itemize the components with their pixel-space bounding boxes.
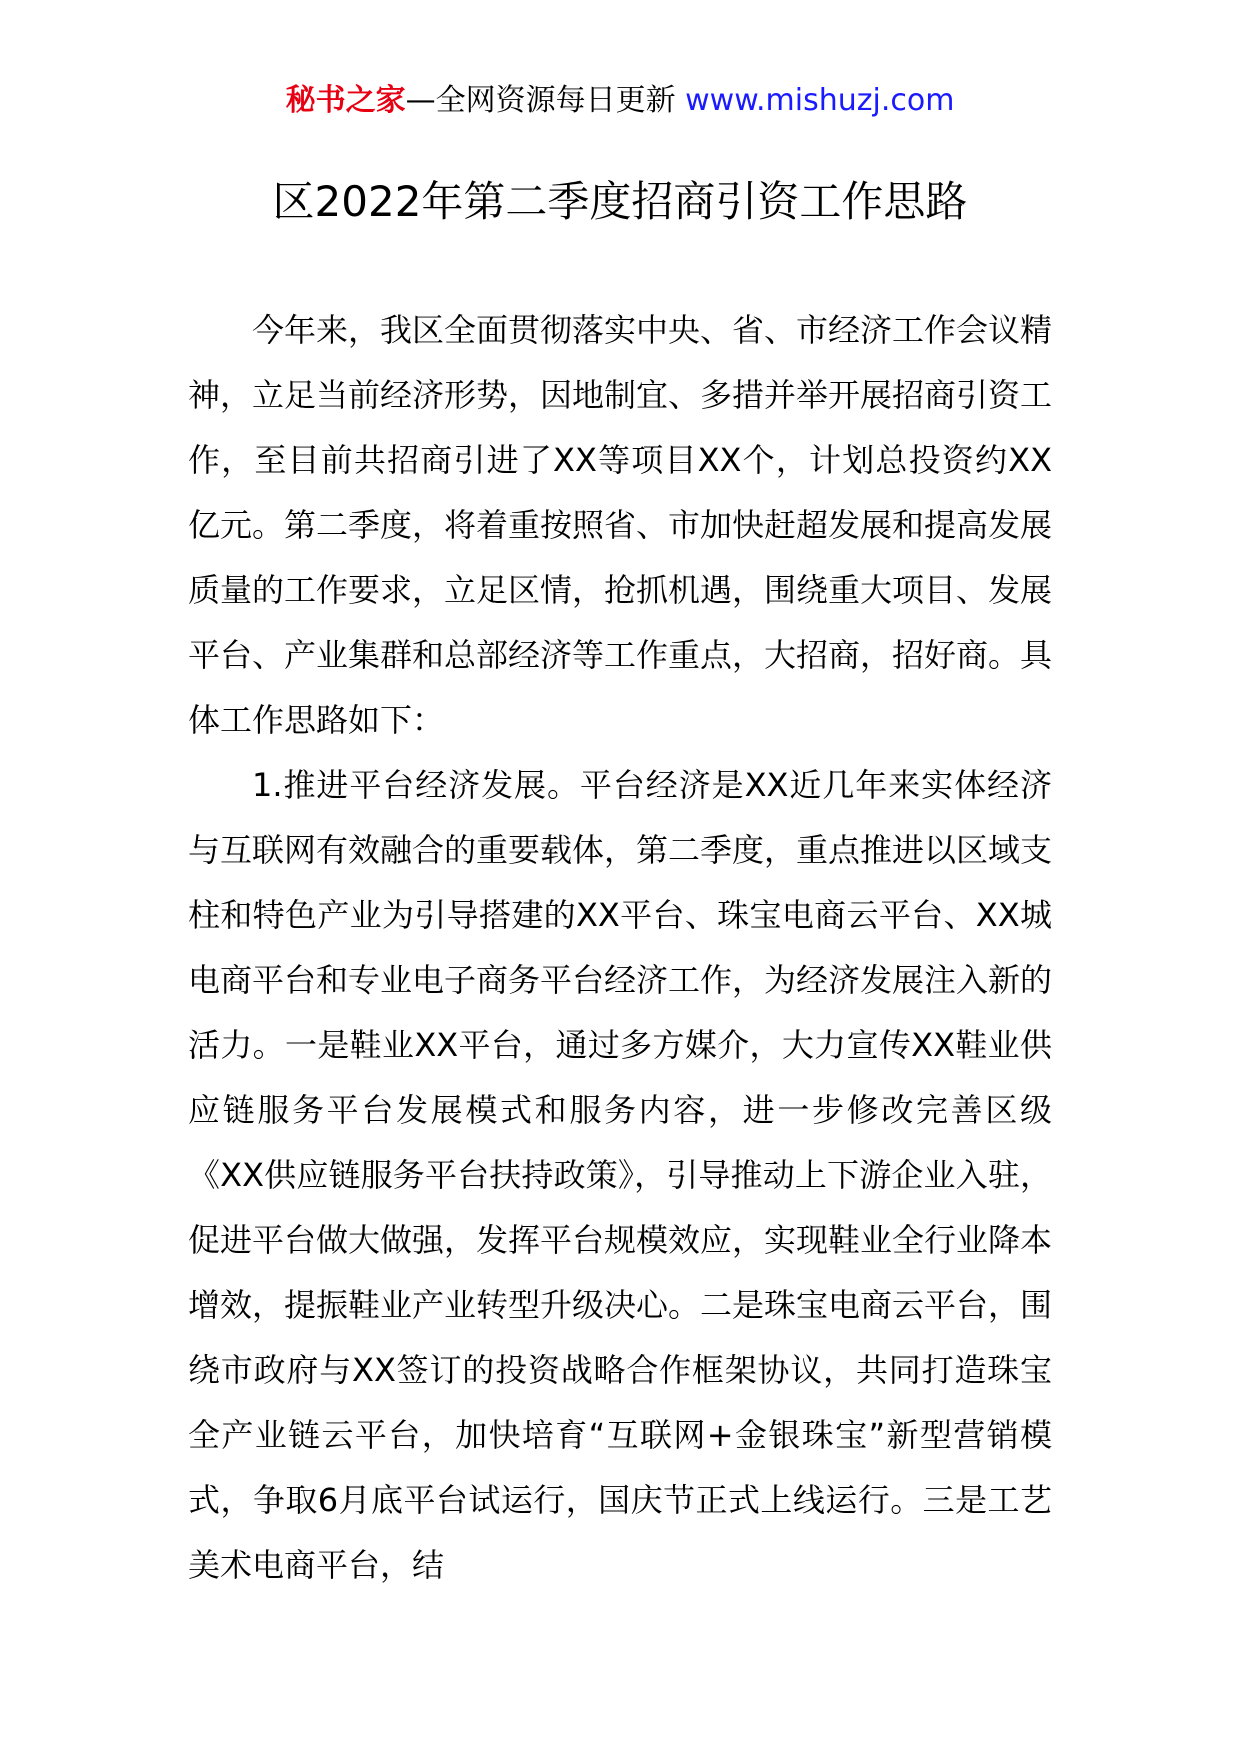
document-body xyxy=(188,298,1052,1598)
paragraph-platform-economy: 1.推进平台经济发展。平台经济是XX近几年来实体经济与互联网有效融合的重要载体，第二季度，重点推进以区域支柱和特色产业为引导搭建的XX平台、珠宝电商云平台、XX城电商平台和专业电子商务平台经济工作，为经济发展注入新的活力。一是鞋业XX平台，通过多方媒介，大力宣传XX鞋业供应链服务平台发展模式和服务内容，进一步修改完善区级《XX供应链服务平台扶持政策》，引导推动上下游企业入驻，促进平台做大做强，发挥平台规模效应，实现鞋业全行业降本增效，提振鞋业产业转型升级决心。二是珠宝电商云平台，围绕市政府与XX签订的投资战略合作框架协议，共同打造珠宝全产业链云平台，加快培育“互联网+金银珠宝”新型营销模式，争取6月底平台试运行，国庆节正式上线运行。三是工艺美术电商平台，结 xyxy=(188,766,1053,1584)
banner-slogan: —全网资源每日更新 xyxy=(405,83,686,118)
document-title: 区2022年第二季度招商引资工作思路 xyxy=(272,177,968,226)
site-url-link[interactable]: www.mishuzj.com xyxy=(685,83,955,118)
paragraph-intro: 今年来，我区全面贯彻落实中央、省、市经济工作会议精神，立足当前经济形势，因地制宜、多措并举开展招商引资工作，至目前共招商引进了XX等项目XX个，计划总投资约XX亿元。第二季度，将着重按照省、市加快赶超发展和提高发展质量的工作要求，立足区情，抢抓机遇，围绕重大项目、发展平台、产业集群和总部经济等工作重点，大招商，招好商。具体工作思路如下： xyxy=(188,311,1053,739)
brand-name: 秘书之家 xyxy=(285,83,406,118)
site-banner xyxy=(0,80,1240,122)
